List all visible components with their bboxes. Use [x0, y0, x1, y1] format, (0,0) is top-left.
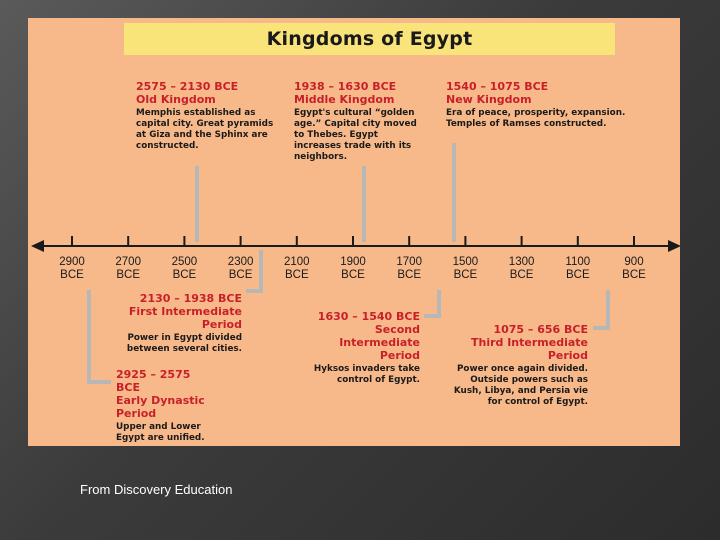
timeline-tick-label [445, 256, 485, 282]
connector-second-intermediate-hook [424, 314, 441, 318]
tick-year: 1300 [508, 256, 535, 268]
event-description: Egypt's cultural “golden age.” Capital city moved to Thebes. Egypt increases trade with its neighbors. [294, 108, 417, 162]
event-description: Memphis established as capital city. Great pyramids at Giza and the Sphinx are constructed. [136, 108, 274, 151]
tick-era: BCE [565, 269, 590, 281]
tick-year: 2900 [59, 256, 85, 268]
event-name: Third Intermediate Period [470, 336, 588, 362]
event-description: Power once again divided. Outside powers such as Kush, Libya, and Persia vie for control of Egypt. [453, 364, 588, 407]
event-range: 1938 – 1630 BCE [294, 80, 397, 93]
event-middle-kingdom [294, 80, 420, 163]
tick-year: 900 [624, 256, 644, 268]
event-early-dynastic [116, 368, 216, 444]
timeline-tick-label [558, 256, 598, 282]
connector-third-intermediate [606, 290, 610, 330]
tick-era: BCE [622, 269, 646, 281]
event-name: Middle Kingdom [294, 93, 395, 106]
event-range: 1540 – 1075 BCE [446, 80, 549, 93]
event-description: Era of peace, prosperity, expansion. Temples of Ramses constructed. [446, 108, 626, 129]
timeline-tick-label [164, 256, 204, 282]
connector-first-intermediate [259, 250, 263, 293]
timeline-tick-label [502, 256, 542, 282]
connector-early-dynastic-hook [87, 380, 111, 384]
tick-year: 1100 [565, 256, 591, 268]
event-name: First Intermediate Period [128, 305, 242, 331]
event-description: Upper and Lower Egypt are unified. [116, 422, 205, 443]
connector-early-dynastic [87, 290, 91, 384]
tick-year: 2300 [227, 256, 254, 268]
event-description: Power in Egypt divided between several cities. [126, 333, 242, 354]
event-range: 2925 – 2575 BCE [116, 368, 191, 394]
tick-era: BCE [341, 269, 365, 281]
event-second-intermediate [300, 310, 420, 386]
event-name: New Kingdom [446, 93, 532, 106]
timeline-tick-label [221, 256, 261, 282]
event-first-intermediate [118, 292, 242, 355]
event-old-kingdom [136, 80, 282, 152]
event-range: 2130 – 1938 BCE [139, 292, 242, 305]
tick-year: 2100 [284, 256, 310, 268]
event-name: Old Kingdom [136, 93, 216, 106]
connector-middle-kingdom [362, 166, 366, 242]
timeline-tick-label [389, 256, 429, 282]
source-credit: From Discovery Education [80, 482, 233, 497]
tick-year: 1500 [452, 256, 479, 268]
tick-era: BCE [60, 269, 84, 281]
event-description: Hyksos invaders take control of Egypt. [313, 364, 420, 385]
connector-first-intermediate-hook [246, 289, 263, 293]
connector-new-kingdom [452, 143, 456, 242]
tick-era: BCE [397, 269, 422, 281]
event-range: 2575 – 2130 BCE [136, 80, 239, 93]
tick-year: 1900 [340, 256, 366, 268]
connector-third-intermediate-hook [593, 326, 610, 330]
timeline-tick-label [277, 256, 317, 282]
tick-era: BCE [228, 269, 253, 281]
tick-era: BCE [284, 269, 309, 281]
event-name: Early Dynastic Period [116, 394, 205, 420]
event-new-kingdom [446, 80, 646, 130]
tick-era: BCE [116, 269, 141, 281]
tick-year: 1700 [396, 256, 422, 268]
tick-year: 2700 [115, 256, 141, 268]
connector-old-kingdom [195, 166, 199, 242]
timeline-tick-label [52, 256, 92, 282]
timeline-tick-label [614, 256, 654, 282]
tick-era: BCE [453, 269, 478, 281]
diagram-title: Kingdoms of Egypt [266, 28, 473, 50]
tick-era: BCE [172, 269, 197, 281]
tick-era: BCE [509, 269, 534, 281]
event-name: Second Intermediate Period [339, 323, 420, 362]
timeline-tick-label [333, 256, 373, 282]
tick-year: 2500 [171, 256, 198, 268]
event-range: 1630 – 1540 BCE [317, 310, 420, 323]
event-third-intermediate [452, 323, 588, 408]
timeline-tick-label [108, 256, 148, 282]
event-range: 1075 – 656 BCE [493, 323, 588, 336]
